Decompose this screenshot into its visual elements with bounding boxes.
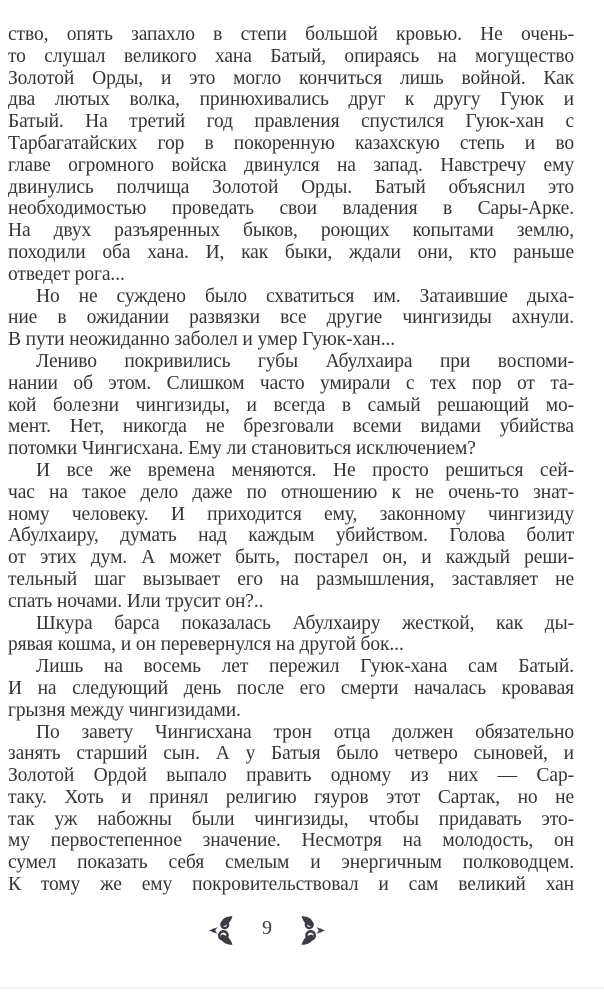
text-line: Золотой Орды, и это могло кончиться лишь войной. Как <box>8 67 574 89</box>
page-bottom-scan-edge <box>0 987 604 989</box>
text-line: двинулись полчища Золотой Орды. Батый объяснил это <box>8 176 574 198</box>
text-line: ние в ожидании развязки все другие чингизиды ахнули. <box>8 307 574 329</box>
text-line: тельный шаг вызывает его на размышления, заставляет не <box>8 568 574 590</box>
text-line: спать ночами. Или трусит он?.. <box>8 590 264 612</box>
text-line: так уж набожны были чингизиды, чтобы придавать это- <box>8 808 574 830</box>
page-footer <box>0 910 534 950</box>
text-line: занять старший сын. А у Батыя было четверо сыновей, и <box>8 743 574 765</box>
text-line: На двух разъяренных быков, роющих копытами землю, <box>8 220 574 242</box>
text-line: ство, опять запахло в степи большой кровью. Не очень- <box>8 24 574 45</box>
text-line: грызня между чингизидами. <box>8 699 241 721</box>
text-line: В пути неожиданно заболел и умер Гуюк-хан... <box>8 329 396 351</box>
text-line: ному человеку. И приходится ему, законному чингизиду <box>8 503 574 525</box>
text-line: от этих дум. А может быть, постарел он, и каждый реши- <box>8 547 574 569</box>
text-line: И на следующий день после его смерти началась кровавая <box>8 677 574 699</box>
text-line: нании об этом. Слишком часто умирали с тех пор от та- <box>8 372 574 394</box>
text-line: отведет рога... <box>8 263 125 285</box>
text-line: Золотой Ордой выпало править одному из них — Сар- <box>8 765 574 787</box>
text-line: рявая кошма, и он перевернулся на другой бок... <box>8 634 404 656</box>
text-line: Тарбагатайских гор в покоренную казахскую степь и во <box>8 132 574 154</box>
text-line: Батый. На третий год правления спустился Гуюк-хан с <box>8 111 574 133</box>
text-line: таку. Хоть и принял религию гяуров этот Сартак, но не <box>8 786 574 808</box>
text-line: необходимостью проведать свои владения в Сары-Арке. <box>8 198 574 220</box>
text-line: Лишь на восемь лет пережил Гуюк-хана сам Батый. <box>36 656 574 678</box>
floral-scroll-ornament-left-icon <box>209 914 236 947</box>
text-line: потомки Чингисхана. Ему ли становиться исключением? <box>8 438 476 460</box>
floral-scroll-ornament-right-icon <box>298 914 325 947</box>
text-line: кой болезни чингизиды, и всегда в самый решающий мо- <box>8 394 574 416</box>
text-line: По завету Чингисхана трон отца должен обязательно <box>36 721 574 743</box>
page-number: 9 <box>262 917 272 939</box>
text-line: И все же времена меняются. Не просто решиться сей- <box>36 459 574 481</box>
text-line: Лениво покривились губы Абулхаира при воспоми- <box>36 350 574 372</box>
text-line: му первостепенное значение. Несмотря на молодость, он <box>8 830 574 852</box>
text-line: сумел показать себя смелым и энергичным полководцем. <box>8 852 574 874</box>
text-line: мент. Нет, никогда не брезговали всеми видами убийства <box>8 416 574 438</box>
text-line: два лютых волка, принюхивались друг к другу Гуюк и <box>8 89 574 111</box>
text-line: Абулхаиру, думать над каждым убийством. Голова болит <box>8 525 574 547</box>
page-text <box>8 24 574 896</box>
text-line: походили оба хана. И, как быки, ждали они, кто раньше <box>8 241 574 263</box>
text-line: главе огромного войска двинулся на запад. Навстречу ему <box>8 154 574 176</box>
text-line: Шкура барса показалась Абулхаиру жесткой, как ды- <box>36 612 574 634</box>
text-line: то слушал великого хана Батый, опираясь на могущество <box>8 45 574 67</box>
text-line: час на такое дело даже по отношению к не очень-то знат- <box>8 481 574 503</box>
text-line: Но не суждено было схватиться им. Затаившие дыха- <box>36 285 574 307</box>
text-line: К тому же ему покровительствовал и сам великий хан <box>8 874 574 896</box>
